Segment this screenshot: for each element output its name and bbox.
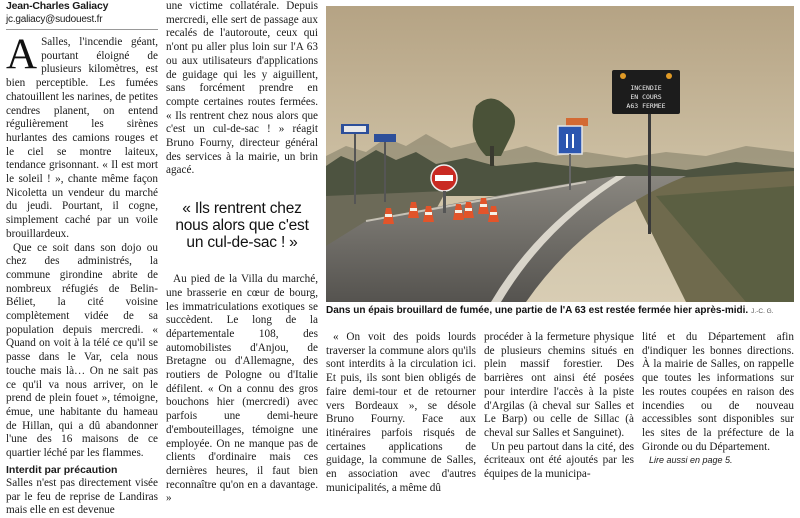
subheading: Interdit par précaution	[6, 463, 118, 476]
article-column-2	[166, 0, 318, 506]
photo-credit: J.-C. G.	[751, 308, 774, 315]
paragraph: lité et du Département afin d'indiquer les bonnes directions. À la mairie de Salles, on rappelle que toutes les informations sur les routes coupées en raison des incendies ou de nouveau accessibles sont disponibles sur les sites de la préfecture de la Gironde ou du Département.	[642, 331, 794, 453]
author-email[interactable]: jc.galiacy@sudouest.fr	[6, 14, 103, 25]
paragraph: Que ce soit dans son dojo ou chez des administrés, la commune girondine abrite de nombreux réfugiés de Belin-Béliet, la cité voisine complètement vidée de sa population depuis mercredi. « Quand on voit à la télé ce qu'il se passe dans le Var, cela nous touche mais là… On ne sait pas ce qu'il va nous arriver, on le prend de plein fouet », témoigne, émue, une habitante du hameau de Hillan, qui a dû abandonner l'une des 16 maisons de ce quartier léché par les flammes.	[6, 241, 158, 460]
paragraph: « On voit des poids lourds traverser la commune alors qu'ils sont interdits à la circulation ici. Et puis, ils sont bien obligés de faire demi-tour et de retourner vers Bordeaux », se désole Bruno Fourny. Face aux itinéraires parfois risqués de certaines applications de guidage, la commune de Salles, en association avec d'autres municipalités, a même dû	[326, 331, 476, 494]
paragraph: une victime collatérale. Depuis mercredi, elle sert de passage aux recalés de l'autoroute, ceux qui n'ont pu aller plus loin sur l'A 63 ou aux utilisateurs d'applications de guidage qui les y aiguillent, sans forcément prendre en compte certaines routes fermées. « Ils rentrent chez nous alors que c'est un cul-de-sac ! » réagit Bruno Fourny, directeur général des services à la mairie, un brin agacé.	[166, 0, 318, 177]
pull-quote: « Ils rentrent chez nous alors que c'est un cul-de-sac ! »	[175, 200, 309, 252]
sign-line-1: INCENDIE	[630, 84, 662, 92]
highway-closure-illustration	[326, 6, 794, 302]
author-name: Jean-Charles Galiacy	[6, 0, 109, 12]
article-column-5	[642, 331, 794, 466]
byline-divider	[6, 29, 158, 30]
lead-paragraph: A Salles, l'incendie géant, pourtant éloigné de plusieurs kilomètres, est bien perceptible. Les fumées chatouillent les narines, de petites cendres planent, on entend régulièrement les sirènes hurlantes des camions rouges et le ciel se montre laiteux, tendance grisonnant. « Il est mort le soleil ! », chante même façon Nicoletta un vendeur du marché du jeudi. Pourtant, il cogne, simplement caché par un voile brouillardeux.	[6, 31, 158, 240]
paragraph: Salles n'est pas directement visée par le feu de reprise de Landiras mais elle en est devenue	[6, 476, 158, 517]
article-photo	[326, 6, 794, 302]
sign-line-2: EN COURS	[630, 93, 662, 101]
article-column-4	[484, 331, 634, 482]
see-also-link[interactable]: Lire aussi en page 5.	[649, 455, 733, 466]
paragraph: Un peu partout dans la cité, des écriteaux ont été ajoutés par les équipes de la municipa-	[484, 440, 634, 481]
paragraph: Au pied de la Villa du marché, une brasserie en cœur de bourg, les immatriculations exotiques se succèdent. Le long de la départementale 108, des automobilistes d'Anjou, de Bretagne ou d'Allemagne, des routiers de Pologne ou d'Italie défilent. « On a connu des gros bouchons hier (mercredi) avec parfois une demi-heure d'embouteillages, témoigne une employée. On ne manque pas de clients d'ordinaire mais ces dernières heures, il faut bien reconnaître qu'on en a davantage. »	[166, 273, 318, 505]
article-column-3	[326, 331, 476, 495]
article-column-1	[6, 0, 158, 518]
drop-cap: A	[6, 31, 38, 78]
photo-caption: Dans un épais brouillard de fumée, une partie de l'A 63 est restée fermée hier après-midi. J.-C. G.	[326, 305, 774, 316]
paragraph: procéder à la fermeture physique de plusieurs chemins situés en plein massif forestier. Des barrières ont ainsi été posées pour interdire l'accès à la piste d'Argilas (à cheval sur Salles et Le Barp) ou celle de Sillac (à cheval sur Salles et Sanguinet).	[484, 331, 634, 439]
sign-line-3: A63 FERMEE	[626, 102, 666, 110]
